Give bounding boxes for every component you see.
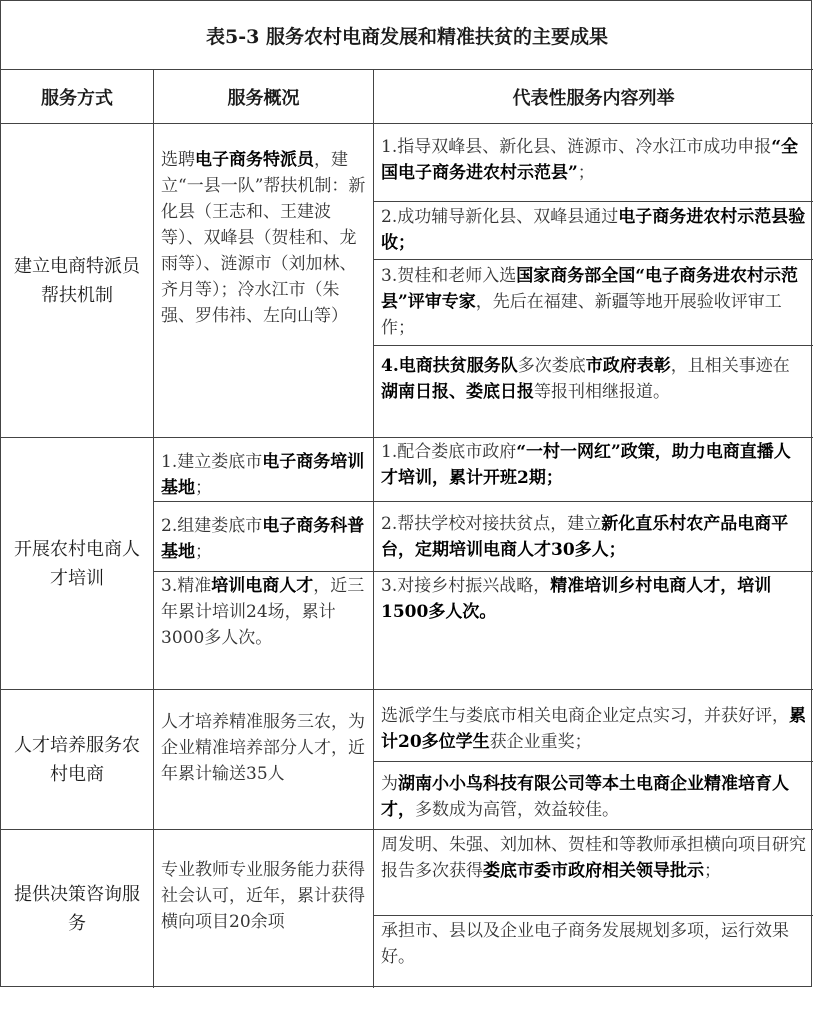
grid-line [373,345,813,346]
emphasis-text: 国家商务部全国“电子商务进农村示范县”评审专家 [381,266,799,312]
text-segment: 多次娄底 [517,356,586,376]
row-overview-cell [154,709,373,827]
emphasis-text: 娄底市委市政府相关领导批示 [483,861,704,881]
content-item [374,511,813,571]
emphasis-text: 培训电商人才 [211,576,314,596]
row-overview-cell [154,573,373,689]
row-mode-cell: 人才培养服务农村电商 [14,734,140,785]
text-segment: 1.指导双峰县、新化县、涟源市、冷水江市成功申报 [381,137,772,157]
text-segment: ； [195,542,212,562]
emphasis-text: 新化直乐村农产品电商平台，定期培训电商人才30多人； [381,514,789,560]
content-item [374,771,813,829]
emphasis-text: 电子商务科普基地 [161,516,365,562]
text-segment: 3.精准 [161,576,212,596]
emphasis-text: 累计20多位学生 [381,706,806,752]
text-segment: 专业教师专业服务能力获得社会认可，近年，累计获得横向项目20余项 [161,860,365,932]
grid-line [373,259,813,260]
text-segment: ，先后在福建、新疆等地开展验收评审工作； [381,292,782,338]
emphasis-text: 湖南小小鸟科技有限公司等本土电商企业精准培育人才， [381,774,789,820]
emphasis-text: 电子商务进农村示范县验收； [381,207,806,253]
text-segment: ； [704,861,721,881]
text-segment: 选聘 [161,150,195,170]
text-segment: 2.组建娄底市 [161,516,263,536]
text-segment: 人才培养精准服务三农，为企业精准培养部分人才，近年累计输送35人 [161,712,365,784]
content-item [374,918,813,988]
text-segment: 3.贺桂和老师入选 [381,266,517,286]
emphasis-text: 市政府表彰 [585,356,671,376]
content-item [374,832,813,915]
content-item [374,573,813,689]
content-item [374,134,813,200]
content-item [374,204,813,259]
text-segment: ，建立“一县一队”帮扶机制：新化县（王志和、王建波等）、双峰县（贺桂和、龙雨等）、涟源市（刘加林、齐月等）；冷水江市（朱强、罗伟祎、左向山等） [161,150,366,326]
text-segment: 承担市、县以及企业电子商务发展规划多项，运行效果好。 [381,921,789,967]
emphasis-text: “全国电子商务进农村示范县” [381,137,798,183]
content-item [374,439,813,501]
grid-line [153,571,813,572]
text-segment: 1.配合娄底市政府 [381,442,517,462]
text-segment: 周发明、朱强、刘加林、贺桂和等教师承担横向项目研究报告多次获得 [381,835,806,881]
content-item [374,353,813,437]
row-overview-cell [154,147,373,435]
text-segment: 等报刊相继报道。 [534,382,670,402]
row-mode-cell: 建立电商特派员帮扶机制 [14,255,140,306]
text-segment: 3.对接乡村振兴战略， [381,576,551,596]
text-segment: 2.成功辅导新化县、双峰县通过 [381,207,619,227]
emphasis-text: 电子商务培训基地 [161,452,365,498]
text-segment: ，近三年累计培训24场，累计3000多人次。 [161,576,365,648]
row-mode-cell: 提供决策咨询服务 [14,884,140,934]
row-overview-cell [154,513,373,571]
emphasis-text: 电子商务特派员 [195,150,314,170]
header-service-overview: 服务概况 [227,87,300,109]
text-segment: ； [195,478,212,498]
text-segment: ，且相关事迹在 [670,356,790,376]
grid-line [153,501,813,502]
row-overview-cell [154,857,373,987]
text-segment: 多数成为高管，效益较佳。 [415,800,619,820]
emphasis-text: 湖南日报、娄底日报 [381,382,534,402]
text-segment: 选派学生与娄底市相关电商企业定点实习，并获好评， [381,706,789,726]
text-segment: 为 [381,774,398,794]
text-segment: 1.建立娄底市 [161,452,263,472]
grid-line [373,761,813,762]
content-item [374,703,813,761]
grid-line [373,915,813,916]
header-service-mode: 服务方式 [41,87,113,109]
emphasis-text: “一村一网红”政策，助力电商直播人才培训，累计开班2期； [381,442,791,488]
text-segment: ； [577,163,595,183]
header-representative-content: 代表性服务内容列举 [512,87,675,109]
emphasis-text: 精准培训乡村电商人才，培训1500多人次。 [381,576,772,622]
text-segment: 获企业重奖； [489,732,592,752]
table-title: 表5-3 服务农村电商发展和精准扶贫的主要成果 [206,25,608,48]
text-segment: 2.帮扶学校对接扶贫点，建立 [381,514,602,534]
grid-line [373,201,813,202]
row-mode-cell: 开展农村电商人才培训 [14,538,140,589]
emphasis-text: 4.电商扶贫服务队 [381,356,518,376]
content-item [374,263,813,345]
row-overview-cell [154,449,373,501]
